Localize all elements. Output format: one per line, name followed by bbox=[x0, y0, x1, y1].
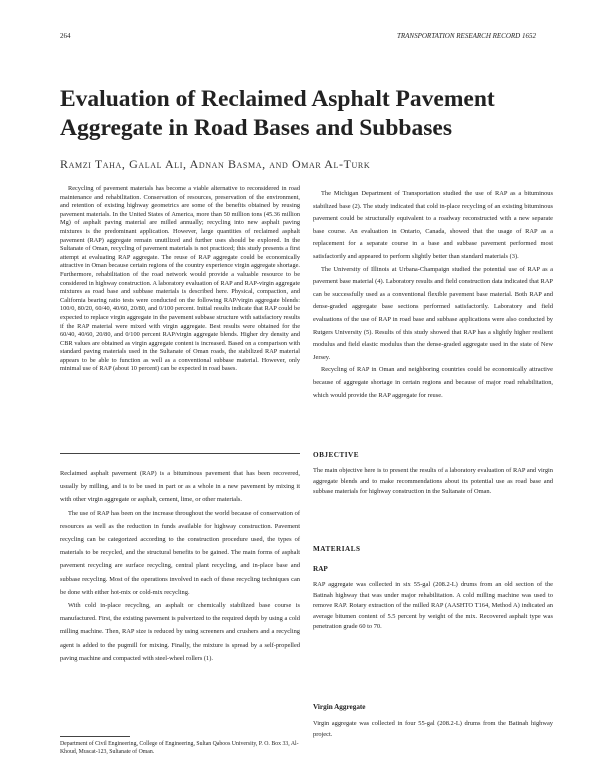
objective-paragraph: The main objective here is to present the results of a laboratory evaluation of RAP and virgin aggregate blends and to make recommendations about its potential use as road base and subbase materials for highway construction in the Sultanate of Oman. bbox=[313, 467, 553, 496]
rap-text bbox=[313, 580, 553, 633]
running-head bbox=[60, 32, 536, 44]
section-heading-materials: MATERIALS bbox=[313, 545, 361, 553]
body-paragraph: The University of Illinois at Urbana-Champaign studied the potential use of RAP as a pavement base material (4). Laboratory results and field construction data indicated that RAP can be successfully used as a conventional flexible pavement base material. Both RAP and dense-graded aggregate base sections performed satisfactorily. Laboratory and field evaluations of the use of RAP in road base and subbase applications were also conducted by Rutgers University (5). Results of this study showed that RAP has a slightly higher resilient modulus and field elastic modulus than the dense-graded aggregate used in the state of New Jersey. bbox=[313, 265, 553, 361]
subsection-heading-rap: RAP bbox=[313, 565, 328, 573]
introduction bbox=[60, 467, 300, 665]
section-heading-objective: OBJECTIVE bbox=[313, 451, 360, 459]
virgin-aggregate-paragraph: Virgin aggregate was collected in four 55-gal (208.2-L) drums from the Batinah highway project. bbox=[313, 720, 553, 738]
intro-paragraph: Reclaimed asphalt pavement (RAP) is a bituminous pavement that has been recovered, usually by milling, and is to be used in part or as a whole in a new pavement by mixing it with other virgin aggregate or asphalt, cement, lime, or other materials. bbox=[60, 470, 300, 504]
abstract bbox=[60, 185, 300, 374]
intro-paragraph: With cold in-place recycling, an asphalt or chemically stabilized base course is manufactured. First, the existing pavement is pulverized to the required depth by using a cold milling machine. Then, RAP size is reduced by using screeners and crushers and a recycling agent is added to the pugmill for mixing. Finally, the mixture is spread by a self-propelled paving machine and compacted with steel-wheel rollers (1). bbox=[60, 602, 300, 662]
abstract-text: Recycling of pavement materials has become a viable alternative to reconsidered in road maintenance and rehabilitation. Conservation of resources, preservation of the environment, and retention of existing highway geometrics are some of the benefits obtained by reusing pavement materials. In the United States of America, more than 50 million tons (45.36 million Mg) of asphalt paving material are milled annually; recycling into new asphalt paving mixtures is the predominant application. However, large quantities of reclaimed asphalt pavement (RAP) aggregate remain unutilized and further uses should be explored. In the Sultanate of Oman, recycling of pavement materials is not practiced; this study presents a first attempt at evaluating RAP aggregate. The reuse of RAP aggregate could be economically attractive in Oman because certain regions of the country experience virgin aggregate shortage. Furthermore, rehabilitation of the road network would provide a valuable resource to be considered in highway construction. A laboratory evaluation of RAP and RAP-virgin aggregate mixtures as road base and subbase materials is described here. Physical, compaction, and California bearing ratio tests were conducted on the following RAP/virgin aggregate blends: 100/0, 80/20, 60/40, 40/60, 20/80, and 0/100 percent. Initial results indicate that RAP could be expected to replace virgin aggregate in the pavement subbase structure with satisfactory results if the RAP material were mixed with virgin aggregate. Best results were obtained for the 60/40, 40/60, 20/80, and 0/100 percent RAP/virgin aggregate blends. Higher dry density and CBR values are obtained as virgin aggregate content is increased. Based on a comparison with standard paving materials used in the Sultanate of Oman roads, the stabilized RAP material appears to be able to function as well as a conventional subbase material. However, only minimal use of RAP (about 10 percent) can be expected in road bases. bbox=[60, 185, 300, 373]
body-paragraph: Recycling of RAP in Oman and neighboring countries could be economically attractive because of aggregate shortage in certain regions and because of major road rehabilitation, which would provide the RAP aggregate for reuse. bbox=[313, 366, 553, 399]
abstract-divider bbox=[60, 453, 300, 454]
rap-paragraph: RAP aggregate was collected in six 55-gal (208.2-L) drums from an old section of the Batinah highway that was under major rehabilitation. A cold milling machine was used to remove RAP. Rotary extraction of the milled RAP (AASHTO T164, Method A) indicated an average bitumen content of 5.5 percent by weight of the mix. Recovered asphalt type was penetration grade 60 to 70. bbox=[313, 581, 553, 631]
intro-paragraph: The use of RAP has been on the increase throughout the world because of conservation of resources as well as the reduction in funds available for highway construction. Pavement recycling can be categorized according to the construction procedure used, the types of materials to be recycled, and the structural benefits to be gained. The main forms of asphalt pavement recycling are surface recycling, central plant recycling, and in-place base and subbase recycling. Most of the operations involved in each of these recycling techniques can be done with either hot-mix or cold-mix recycling. bbox=[60, 509, 300, 596]
footnote-divider bbox=[60, 736, 130, 737]
journal-name: TRANSPORTATION RESEARCH RECORD 1652 bbox=[396, 32, 536, 40]
body-paragraph: The Michigan Department of Transportation studied the use of RAP as a bituminous stabilized base (2). The study indicated that cold in-place recycling of an existing bituminous pavement could be structurally equivalent to a roadway reconstructed with a new separate base course. An evaluation in Ontario, Canada, showed that the usage of RAP as a replacement for a separate course in a base and subbase pavement performed most satisfactorily and appeared to perform slightly better than standard materials (3). bbox=[313, 190, 553, 260]
author-list: Ramzi Taha, Galal Ali, Adnan Basma, and Omar Al-Turk bbox=[60, 157, 371, 171]
page-number: 264 bbox=[60, 32, 71, 40]
subsection-heading-virgin-aggregate: Virgin Aggregate bbox=[313, 703, 366, 711]
virgin-aggregate-text bbox=[313, 719, 553, 740]
article-title: Evaluation of Reclaimed Asphalt Pavement Aggregate in Road Bases and Subbases bbox=[60, 86, 495, 141]
author-affiliation-footnote: Department of Civil Engineering, College of Engineering, Sultan Qaboos University, P. O. Box 33, Al-Khoud, Muscat-123, Sultanate of Oman. bbox=[60, 741, 299, 755]
objective-text bbox=[313, 466, 553, 498]
right-column-body bbox=[313, 188, 553, 402]
